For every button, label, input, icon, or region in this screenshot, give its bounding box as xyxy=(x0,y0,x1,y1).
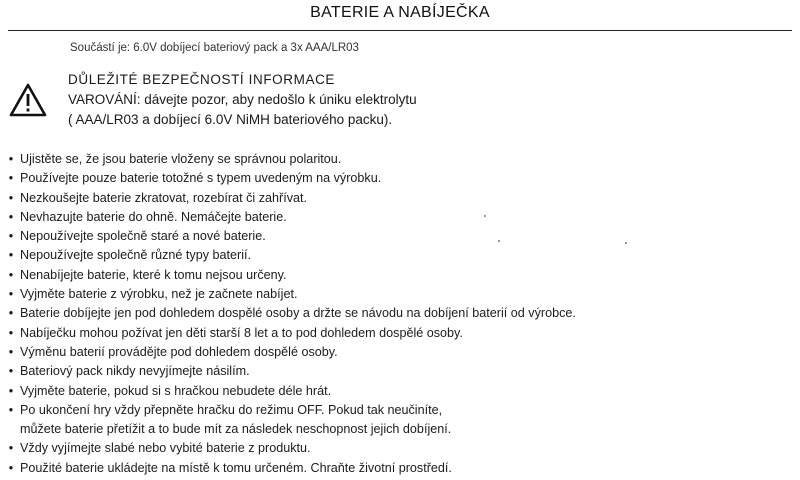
scan-speck xyxy=(484,215,486,217)
rule-text: Vyjměte baterie z výrobku, než je začnete nabíjet. xyxy=(20,287,298,302)
scan-speck xyxy=(498,240,500,242)
list-item xyxy=(6,189,576,208)
bullet-icon: • xyxy=(8,152,14,166)
list-item xyxy=(6,439,576,458)
list-item xyxy=(6,150,576,169)
list-item xyxy=(6,266,576,285)
rule-text: Baterie dobíjejte jen pod dohledem dospělé osoby a držte se návodu na dobíjení baterií od výrobce. xyxy=(20,306,576,321)
list-item xyxy=(6,208,576,227)
rule-continuation: můžete baterie přetížit a to bude mít za následek neschopnost jejich dobíjení. xyxy=(20,422,452,437)
bullet-icon: • xyxy=(8,229,14,244)
bullet-icon: • xyxy=(8,441,14,456)
rule-text: Bateriový pack nikdy nevyjímejte násilím. xyxy=(20,364,250,379)
bullet-icon: • xyxy=(8,325,14,340)
list-item xyxy=(6,169,576,188)
rule-text: Použité baterie ukládejte na místě k tomu určeném. Chraňte životní prostředí. xyxy=(20,460,452,475)
warning-triangle-icon xyxy=(8,82,48,118)
rule-text: Vždy vyjímejte slabé nebo vybité baterie z produktu. xyxy=(20,441,311,456)
bullet-icon: • xyxy=(8,364,14,379)
bullet-icon: • xyxy=(8,287,14,302)
bullet-icon: • xyxy=(8,248,14,263)
bullet-icon: • xyxy=(8,306,14,321)
list-item xyxy=(6,285,576,304)
scan-speck xyxy=(625,242,627,244)
warning-line-2: ( AAA/LR03 a dobíjecí 6.0V NiMH bateriového packu). xyxy=(68,112,393,127)
list-item xyxy=(6,304,576,323)
rule-text: Vyjměte baterie, pokud si s hračkou nebudete déle hrát. xyxy=(20,383,332,398)
rule-text: Ujistěte se, že jsou baterie vloženy se správnou polaritou. xyxy=(20,152,342,166)
list-item xyxy=(6,343,576,362)
warning-heading: DŮLEŽITÉ BEZPEČNOSTÍ INFORMACE xyxy=(68,72,336,87)
bullet-icon: • xyxy=(8,344,14,359)
rule-text: Nepoužívejte společně staré a nové baterie. xyxy=(20,229,266,244)
rule-text: Po ukončení hry vždy přepněte hračku do režimu OFF. Pokud tak neučiníte, xyxy=(20,402,443,417)
bullet-icon: • xyxy=(8,171,14,186)
rule-text: Nepoužívejte společně různé typy baterií. xyxy=(20,248,252,263)
battery-rules-list xyxy=(6,150,576,478)
list-item xyxy=(6,382,576,401)
bullet-icon: • xyxy=(8,190,14,205)
list-item xyxy=(6,362,576,381)
bullet-icon: • xyxy=(8,209,14,224)
safety-warning xyxy=(68,70,417,130)
rule-text: Nezkoušejte baterie zkratovat, rozebírat či zahřívat. xyxy=(20,190,307,205)
list-item xyxy=(6,246,576,265)
rule-text: Výměnu baterií provádějte pod dohledem dospělé osoby. xyxy=(20,344,338,359)
bullet-icon: • xyxy=(8,267,14,282)
list-item xyxy=(6,459,576,478)
list-item xyxy=(6,227,576,246)
list-item xyxy=(6,324,576,343)
rule-text: Nevhazujte baterie do ohně. Nemáčejte baterie. xyxy=(20,209,287,224)
rule-text: Nabíječku mohou požívat jen děti starší 8 let a to pod dohledem dospělé osoby. xyxy=(20,325,463,340)
rule-text: Používejte pouze baterie totožné s typem uvedeným na výrobku. xyxy=(20,171,382,186)
title-underline xyxy=(8,30,792,31)
bullet-icon: • xyxy=(8,383,14,398)
rule-text: Nenabíjejte baterie, které k tomu nejsou určeny. xyxy=(20,267,287,282)
bullet-icon: • xyxy=(8,402,14,417)
contents-note: Součástí je: 6.0V dobíjecí bateriový pack a 3x AAA/LR03 xyxy=(70,42,359,54)
bullet-icon: • xyxy=(8,460,14,475)
list-item xyxy=(6,401,576,440)
warning-line-1: VAROVÁNÍ: dávejte pozor, aby nedošlo k úniku elektrolytu xyxy=(68,92,417,107)
page-title: BATERIE A NABÍJEČKA xyxy=(310,4,490,21)
